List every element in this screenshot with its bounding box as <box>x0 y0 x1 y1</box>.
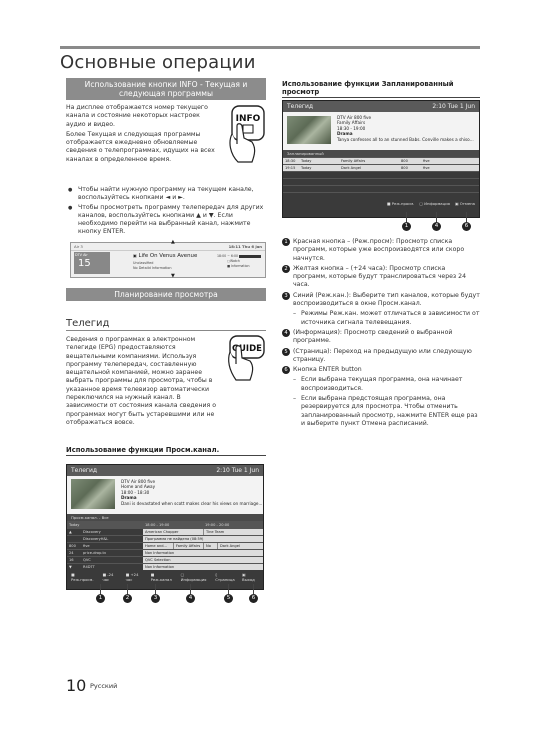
sc-marker-1: 1 <box>402 222 411 231</box>
program-thumbnail <box>71 479 115 509</box>
cv-row[interactable] <box>67 563 263 570</box>
guide-button-icon <box>222 334 268 384</box>
tv-guide-divider <box>66 330 266 331</box>
marker-line <box>228 584 229 594</box>
channel-view-header <box>67 465 263 476</box>
key-item-6-note-2: – Если выбрана предстоящая программа, она резервируется для просмотра. Чтобы отменить запланированный просмотр, нажмите ENTER еще раз и выберите пункт Отмена расписаний. <box>282 395 480 428</box>
marker-line <box>100 584 101 594</box>
channel-view-filter[interactable]: Просм.канал. - Все <box>67 514 263 521</box>
sc-row-empty <box>283 171 479 178</box>
cv-info-desc: Dani is devastated when scott makes clear his views on marriage... <box>121 500 263 506</box>
sc-row-day: Today <box>301 159 312 163</box>
page-language: Русский <box>90 682 118 690</box>
scheduled-clock: 2:10 Tue 1 Jun <box>432 103 475 110</box>
osd-program-title: Life On Venus Avenue <box>138 253 198 259</box>
osd-progress <box>239 255 261 258</box>
sc-legend-cancel-button[interactable]: ▣ Отмена <box>454 201 475 206</box>
marker-line <box>466 212 467 222</box>
info-button-label: INFO <box>235 114 261 124</box>
cv-row-num: 800 <box>69 544 76 548</box>
sc-info-desc: Tanya confesses all to an stunned Babs. Conville makes a shiso... <box>337 136 474 142</box>
cv-row-channel: R4DTT <box>83 565 95 569</box>
cv-today: Today <box>69 523 80 527</box>
key-item-6: 6 Кнопка ENTER button <box>282 366 480 374</box>
tv-guide-paragraph: Сведения о программах в электронном телегиде (EPG) предоставляются вещательными компаниями. Используя программу телепередач, составленную вещательной компанией, можно заранее выбрать программы для просмотра, чтобы в указанное время телевизор автоматически переключился на нужный канал. В зависимости от состояния канала сведения о программах могут быть устаревшими или не отображаться вовсе. <box>66 336 216 426</box>
cv-row-prog2[interactable]: Tine Team <box>203 529 263 535</box>
sc-info-title: DTV Air 800 five <box>337 115 372 120</box>
info-section-bar: Использование кнопки INFO - Текущая и следующая программы <box>66 78 266 100</box>
sc-row-prog: Family Affairs <box>341 159 366 163</box>
osd-channel-box <box>74 252 110 274</box>
marker-line <box>436 212 437 222</box>
channel-view-timebar <box>67 521 263 528</box>
sc-row-empty <box>283 185 479 192</box>
legend-blue-button[interactable]: ■ Реж.канал <box>150 572 172 582</box>
marker-5: 5 <box>224 594 233 603</box>
legend-page-button[interactable]: ◊ Страница <box>215 572 235 582</box>
sc-info-tag: Drama <box>337 131 353 137</box>
cv-row-prog1[interactable]: QVC Selection <box>143 557 263 563</box>
tv-guide-heading: Телегид <box>66 318 110 329</box>
info-bullets <box>66 186 266 238</box>
cv-row-num <box>67 536 81 542</box>
sc-row-time: 18:30 <box>285 159 296 163</box>
info-paragraph-2: Более Текущая и следующая программы отображается ежедневно обновляемые сведения о телепрограммах, идущих на всех каналах в определенное время. <box>66 130 215 163</box>
osd-up-arrow-icon: ▲ <box>171 239 175 245</box>
key-item-3: 3 Синий (Реж.кан.): Выберите тип каналов, которые будут воспроизводиться в окне Просм.канал. <box>282 292 480 309</box>
cv-row-channel: Discovery <box>83 530 101 534</box>
cv-row-channel: DiscoveryH&L <box>83 537 109 541</box>
osd-screen-icon: ▣ <box>133 253 137 258</box>
osd-line3: No Detaild Information <box>133 266 172 270</box>
info-text <box>66 104 216 164</box>
cv-row-num: 24 <box>69 551 74 555</box>
scheduled-info <box>283 112 479 150</box>
key-item-2: 2 Желтая кнопка – (+24 часа): Просмотр списка программ, которые будут транслироваться через 24 часа. <box>282 265 480 290</box>
cv-info-time: 18:00 - 18:30 <box>121 489 150 495</box>
sc-marker-6: 6 <box>462 222 471 231</box>
cv-info-tag: Drama <box>121 495 137 501</box>
sc-row-empty <box>283 192 479 199</box>
cv-row-extra-2[interactable]: Dark Angel <box>217 543 263 549</box>
legend-green-button[interactable]: ■ -24 час <box>102 572 114 582</box>
cv-row[interactable] <box>67 542 263 549</box>
cv-row-prog2[interactable]: Family Affairs <box>173 543 203 549</box>
marker-line <box>190 584 191 594</box>
legend-exit-button[interactable]: ▣ Выход <box>242 572 255 582</box>
channel-view-legend <box>67 570 263 584</box>
view-use-heading: Использование функции Просм.канал. <box>66 446 266 456</box>
cv-row-extra[interactable]: No <box>203 543 217 549</box>
marker-line <box>253 584 254 594</box>
info-button-illustration <box>222 104 268 166</box>
info-osd-screen <box>70 239 266 279</box>
legend-info-button[interactable]: ▢ Информация <box>180 572 207 582</box>
cv-row-prog1[interactable]: American Chopper <box>143 529 203 535</box>
cv-row-num: ▼ <box>69 565 72 569</box>
marker-line <box>127 584 128 594</box>
cv-row-channel: price-drop.tv <box>83 551 107 555</box>
sc-row-name: five <box>423 159 430 163</box>
cv-row-channel: five <box>83 544 90 548</box>
guide-button-illustration <box>222 334 268 384</box>
osd-program <box>133 253 197 259</box>
key-item-5: 5 (Страница): Переход на предыдущую или следующую страницу. <box>282 348 480 365</box>
marker-4: 4 <box>186 594 195 603</box>
scheduled-items <box>282 238 480 430</box>
scheduled-thumbnail <box>287 116 331 144</box>
sc-row-prog: Dark Angel <box>341 166 361 170</box>
scheduled-screen <box>282 100 480 218</box>
channel-view-info <box>67 476 263 514</box>
marker-6: 6 <box>249 594 258 603</box>
cv-row[interactable] <box>67 556 263 563</box>
channel-view-clock: 2:10 Tue 1 Jun <box>216 467 259 474</box>
osd-option-info[interactable]: ■ Information <box>227 264 250 268</box>
page-title: Основные операции <box>60 52 256 73</box>
marker-1: 1 <box>96 594 105 603</box>
info-paragraph-1: На дисплее отображается номер текущего канала и состояние некоторых настроек аудио и видео. <box>66 104 208 128</box>
header-rule <box>60 46 480 49</box>
sc-info-time: 18:30 - 19:00 <box>337 125 366 131</box>
sc-marker-4: 4 <box>432 222 441 231</box>
sc-row-name: five <box>423 166 430 170</box>
scheduled-title: Телегид <box>287 103 314 110</box>
legend-red-button[interactable]: ■ Реж.просм. <box>70 572 94 582</box>
osd-source: Air 3 <box>74 244 83 249</box>
cv-row-num: 16 <box>69 558 74 562</box>
schedule-section-bar: Планирование просмотра <box>66 288 266 301</box>
sc-row-empty <box>283 178 479 185</box>
osd-option-watch[interactable]: ▢Watch <box>227 259 240 263</box>
osd-channel-number: 15 <box>78 258 91 269</box>
cv-row[interactable] <box>67 535 263 542</box>
legend-yellow-button[interactable]: ■ +24 час <box>125 572 139 582</box>
key-item-6-note-1: – Если выбрана текущая программа, она начинает воспроизводиться. <box>282 376 480 393</box>
marker-3: 3 <box>151 594 160 603</box>
cv-row-channel: QVC <box>83 558 91 562</box>
cv-row[interactable] <box>67 528 263 535</box>
info-button-icon <box>222 104 268 166</box>
page-number: 10 <box>66 676 87 695</box>
osd-channel: DTV Air <box>75 253 88 257</box>
sc-info-program: Family Affairs <box>337 120 366 126</box>
cv-row-prog1[interactable]: Non Information <box>143 564 263 570</box>
osd-time: 18:11 Thu 6 Jan <box>228 244 262 249</box>
cv-row-prog1[interactable]: Non Information <box>143 550 263 556</box>
osd-line2: Unclassified <box>133 261 154 265</box>
channel-view-screen <box>66 464 264 590</box>
cv-time-slot-1: 18:00 - 19:00 <box>145 523 170 527</box>
scheduled-header <box>283 101 479 112</box>
sc-legend-red-button[interactable]: ■ Реж.просм. <box>386 201 415 206</box>
osd-down-arrow-icon: ▼ <box>171 273 175 279</box>
cv-row-prog1[interactable]: Программа не найдена (08:59) <box>143 536 263 542</box>
scheduled-use-heading: Использование функции Запланированный просмотр <box>282 80 480 98</box>
scheduled-list-header: Запланированный <box>283 150 479 157</box>
cv-row-num: ▲ <box>69 530 72 534</box>
cv-info-title: DTV Air 800 five <box>121 479 156 484</box>
cv-info-program: Home and Away <box>121 484 156 490</box>
cv-row[interactable] <box>67 549 263 556</box>
key-item-1: 1 Красная кнопка – (Реж.просм): Просмотр списка программ, которые уже воспроизводятся или скоро начнутся. <box>282 238 480 263</box>
tv-guide-text <box>66 336 216 427</box>
sc-row-ch: 800 <box>401 166 408 170</box>
sc-row[interactable] <box>283 164 479 171</box>
scheduled-legend <box>283 199 479 208</box>
key-item-4: 4 (Информация): Просмотр сведений о выбранной программе. <box>282 329 480 346</box>
marker-2: 2 <box>123 594 132 603</box>
cv-row-prog1[interactable]: Home and... <box>143 543 173 549</box>
osd-time-range: 18:00 ~ 6:00 <box>217 254 239 258</box>
sc-row-time: 19:15 <box>285 166 296 170</box>
marker-line <box>406 212 407 222</box>
cv-time-slot-2: 19:00 - 20:00 <box>205 523 230 527</box>
marker-line <box>155 584 156 594</box>
info-bullet-2: ● Чтобы просмотреть программу телепередач для других каналов, воспользуйтесь кнопками ▲ и ▼. Если необходимо перейти на выбранный канал, нажмите кнопку ENTER. <box>66 204 266 237</box>
guide-button-label: GUIDE <box>232 344 262 354</box>
info-bullet-1: ● Чтобы найти нужную программу на текущем канале, воспользуйтесь кнопками ◄ и ►. <box>66 186 266 203</box>
key-item-3-note: – Режимы Реж.кан. может отличаться в зависимости от источника сигнала телевещания. <box>282 310 480 327</box>
sc-row-day: Today <box>301 166 312 170</box>
sc-row-ch: 800 <box>401 159 408 163</box>
channel-view-title: Телегид <box>71 467 98 474</box>
sc-row[interactable] <box>283 157 479 164</box>
sc-legend-info-button[interactable]: ▢ Информация <box>419 201 450 206</box>
